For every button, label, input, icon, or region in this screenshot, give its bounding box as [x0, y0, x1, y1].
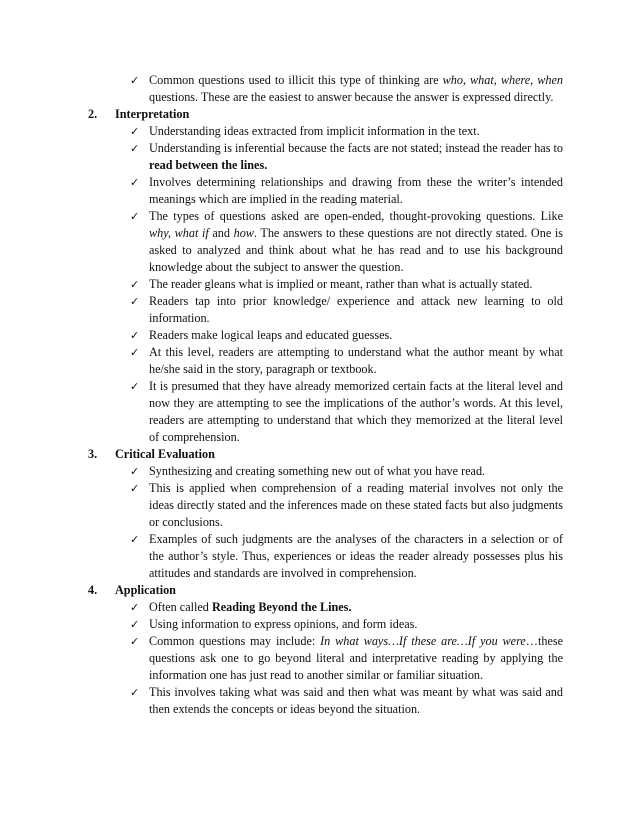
list-item — [88, 293, 563, 327]
item-text: Often called — [149, 600, 212, 614]
checkmark-icon: ✓ — [130, 618, 140, 631]
item-text: . The answers to these questions are not directly stated. One is asked to analyzed and think about what he has read and to use his background knowledge about the subject to answer the question. — [149, 226, 563, 274]
item-text: questions. These are the easiest to answer because the answer is expressed directly. — [149, 90, 554, 104]
list-item — [88, 344, 563, 378]
list-item — [88, 123, 563, 140]
list-item — [88, 463, 563, 480]
checkmark-icon: ✓ — [130, 329, 140, 342]
sections-container — [88, 106, 563, 718]
item-text: Readers make logical leaps and educated guesses. — [149, 328, 393, 342]
section-title: Application — [115, 583, 176, 597]
checkmark-icon: ✓ — [130, 142, 140, 155]
checkmark-icon: ✓ — [130, 482, 140, 495]
checkmark-icon: ✓ — [130, 601, 140, 614]
item-text: This is applied when comprehension of a reading material involves not only the ideas directly stated and the inferences made on these stated facts but also judgments or conclusions. — [149, 481, 563, 529]
item-bold-text: Reading Beyond the Lines. — [211, 600, 352, 614]
item-text: Common questions may include: — [149, 634, 321, 648]
item-text: Common questions used to illicit this type of thinking are — [149, 73, 443, 87]
item-text: …these questions ask one to go beyond literal and interpretative reading by applying the information one has just read to another similar or familiar situation. — [149, 634, 564, 682]
item-text: and — [208, 226, 234, 240]
item-text: At this level, readers are attempting to understand what the author meant by what he/she said in the story, paragraph or textbook. — [149, 345, 563, 376]
checkmark-icon: ✓ — [130, 176, 140, 189]
list-item — [88, 208, 563, 276]
checkmark-icon: ✓ — [130, 346, 140, 359]
checkmark-icon: ✓ — [130, 210, 140, 223]
section-heading — [88, 106, 563, 123]
list-item — [88, 633, 563, 684]
item-italic-text: In what ways…If these are…If you were — [320, 634, 526, 648]
checkmark-icon: ✓ — [130, 533, 140, 546]
checkmark-icon: ✓ — [130, 125, 140, 138]
item-text: Involves determining relationships and drawing from these the writer’s intended meanings which are implied in the reading material. — [149, 175, 563, 206]
section-heading — [88, 446, 563, 463]
section-heading — [88, 582, 563, 599]
item-text: Understanding ideas extracted from implicit information in the text. — [149, 124, 480, 138]
item-text: The reader gleans what is implied or meant, rather than what is actually stated. — [149, 277, 533, 291]
item-text: Readers tap into prior knowledge/ experience and attack new learning to old information. — [149, 294, 563, 325]
document-body — [88, 72, 563, 718]
checkmark-icon: ✓ — [130, 278, 140, 291]
list-item — [88, 599, 563, 616]
item-italic-text: how — [233, 226, 254, 240]
list-item — [88, 276, 563, 293]
list-item — [88, 140, 563, 174]
checkmark-icon: ✓ — [130, 380, 140, 393]
checkmark-icon: ✓ — [130, 74, 140, 87]
item-text: Using information to express opinions, and form ideas. — [149, 617, 418, 631]
list-item — [88, 531, 563, 582]
list-item — [88, 378, 563, 446]
list-item — [88, 684, 563, 718]
checkmark-icon: ✓ — [130, 465, 140, 478]
item-text: It is presumed that they have already memorized certain facts at the literal level and now they are attempting to see the implications of the author’s words. At this level, readers are attempting to understand that which they memorized at the literal level of comprehension. — [149, 379, 563, 444]
list-item — [88, 616, 563, 633]
item-text: Examples of such judgments are the analyses of the characters in a selection or of the author’s style. Thus, experiences or ideas the reader already possesses plus his attitudes and standards are involved in comprehension. — [149, 532, 563, 580]
item-text: Synthesizing and creating something new out of what you have read. — [149, 464, 486, 478]
item-text: This involves taking what was said and then what was meant by what was said and then extends the concepts or ideas beyond the situation. — [149, 685, 563, 716]
section-number: 2. — [88, 107, 98, 121]
checkmark-icon: ✓ — [130, 295, 140, 308]
section-number: 3. — [88, 447, 98, 461]
section-number: 4. — [88, 583, 98, 597]
list-item — [88, 72, 563, 106]
list-item — [88, 174, 563, 208]
list-item — [88, 480, 563, 531]
list-item — [88, 327, 563, 344]
item-italic-text: why, what if — [149, 226, 209, 240]
item-bold-text: read between the lines. — [149, 158, 268, 172]
checkmark-icon: ✓ — [130, 635, 140, 648]
item-text: Understanding is inferential because the facts are not stated; instead the reader has to — [149, 141, 563, 155]
item-text: The types of questions asked are open-ended, thought-provoking questions. Like — [149, 209, 563, 223]
section-title: Critical Evaluation — [115, 447, 215, 461]
item-italic-text: who, what, where, when — [442, 73, 563, 87]
section-title: Interpretation — [115, 107, 190, 121]
checkmark-icon: ✓ — [130, 686, 140, 699]
